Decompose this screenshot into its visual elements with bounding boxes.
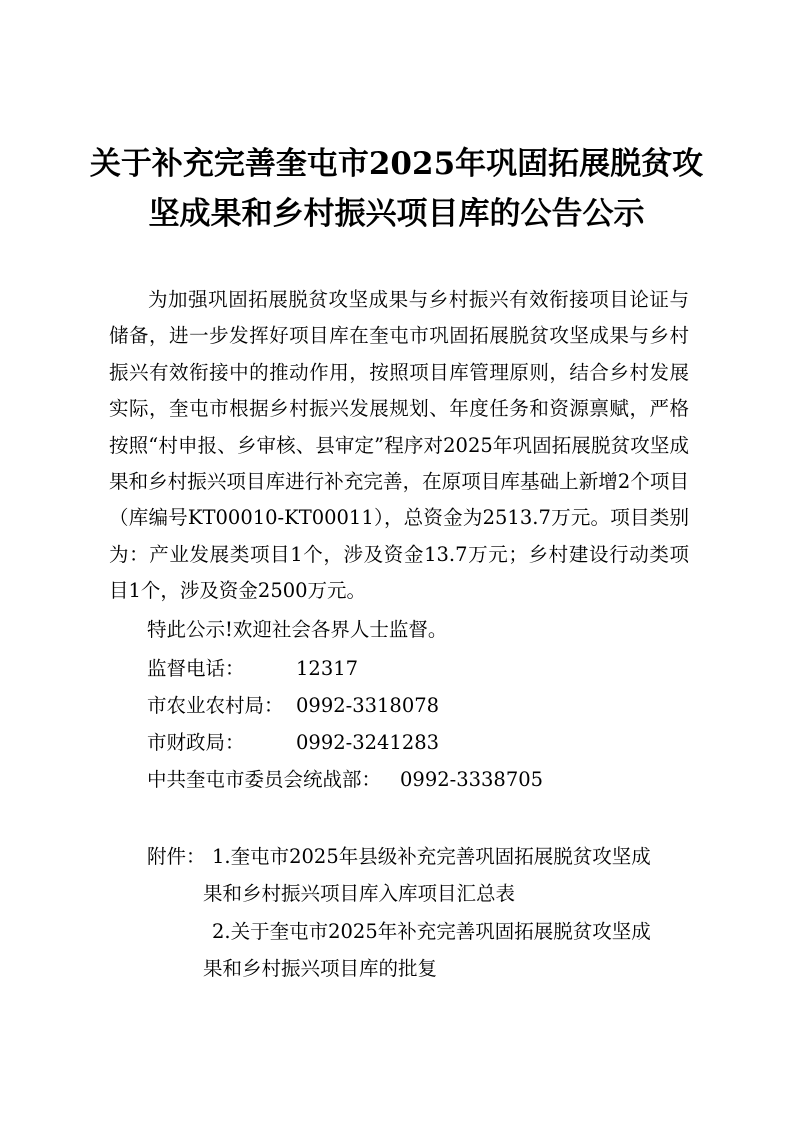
body-paragraph: 为加强巩固拓展脱贫攻坚成果与乡村振兴有效衔接项目论证与储备，进一步发挥好项目库在奎屯市巩固拓展脱贫攻坚成果与乡村振兴有效衔接中的推动作用，按照项目库管理原则，结合乡村发展实际，奎屯市根据乡村振兴发展规划、年度任务和资源禀赋，严格按照“村申报、乡审核、县审定”程序对2025年巩固拓展脱贫攻坚成果和乡村振兴项目库进行补充完善，在原项目库基础上新增2个项目（库编号KT00010-KT00011），总资金为2513.7万元。项目类别为：产业发展类项目1个，涉及资金13.7万元；乡村建设行动类项目1个，涉及资金2500万元。 — [109, 288, 689, 603]
contact-label-supervision: 监督电话： — [147, 657, 245, 680]
notice-text: 特此公示!欢迎社会各界人士监督。 — [147, 618, 448, 641]
contact-value-supervision: 12317 — [296, 657, 359, 680]
attachment-2-line-2: 果和乡村振兴项目库的批复 — [203, 957, 438, 980]
attachment-1-line-2: 果和乡村振兴项目库入库项目汇总表 — [203, 882, 516, 905]
contact-label-united-front: 中共奎屯市委员会统战部： — [147, 768, 382, 791]
attachments-label: 附件： — [147, 845, 206, 868]
document-title-line-1: 关于补充完善奎屯市2025年巩固拓展脱贫攻 — [89, 146, 704, 182]
contact-value-united-front: 0992-3338705 — [400, 768, 544, 791]
contact-value-finance: 0992-3241283 — [296, 731, 440, 754]
attachment-2-line-1: 2.关于奎屯市2025年补充完善巩固拓展脱贫攻坚成 — [212, 920, 651, 943]
attachment-1-line-1: 1.奎屯市2025年县级补充完善巩固拓展脱贫攻坚成 — [212, 845, 651, 868]
contact-label-finance: 市财政局： — [147, 731, 245, 754]
document-title-line-2: 坚成果和乡村振兴项目库的公告公示 — [148, 196, 645, 232]
contact-label-agriculture: 市农业农村局： — [147, 694, 284, 717]
contact-value-agriculture: 0992-3318078 — [296, 694, 440, 717]
